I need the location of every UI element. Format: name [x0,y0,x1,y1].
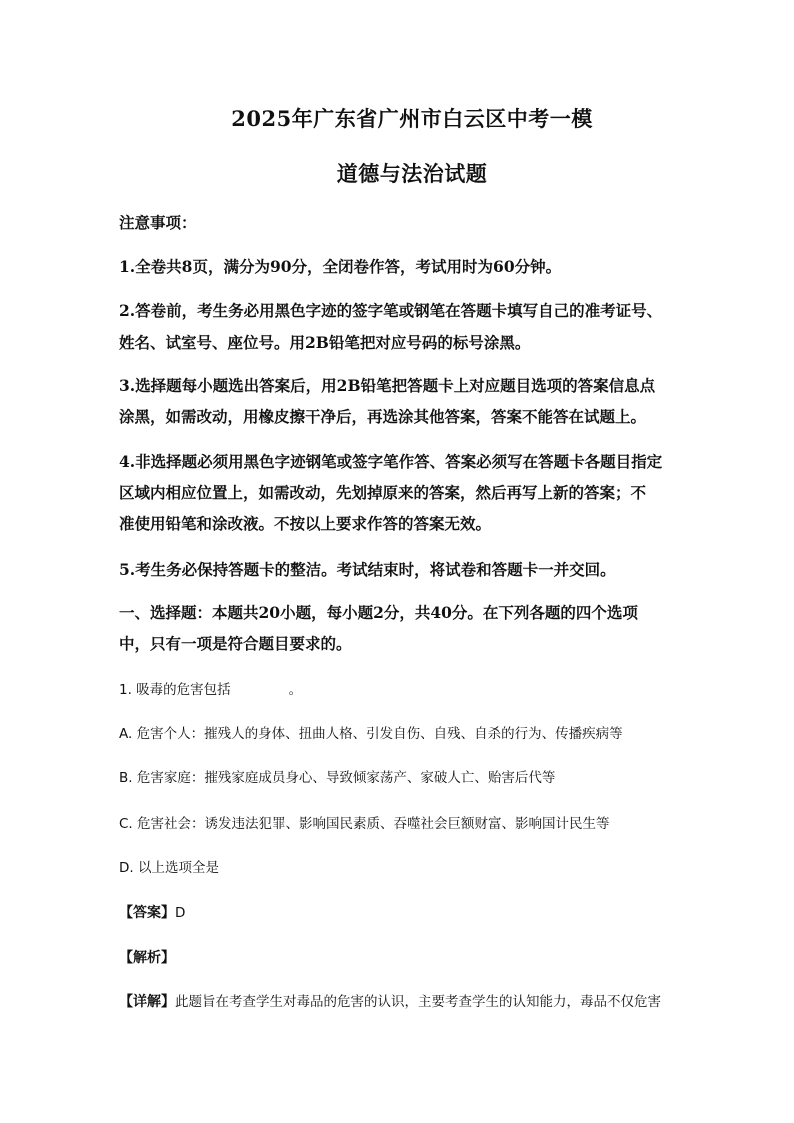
notice-item-4-line-3: 准使用铅笔和涂改液。不按以上要求作答的答案无效。 [119,514,492,533]
notice-item-4-line-1: 4.非选择题必须用黑色字迹钢笔或签字笔作答、答案必须写在答题卡各题目指定 [119,452,663,471]
notice-item-3-line-2: 涂黑，如需改动，用橡皮擦干净后，再选涂其他答案，答案不能答在试题上。 [119,407,647,426]
question-1-stem-text: 1. 吸毒的危害包括 [119,682,231,698]
detail-text: 此题旨在考查学生对毒品的危害的认识，主要考查学生的认知能力，毒品不仅危害 [175,994,661,1010]
detail-line [119,991,689,1013]
detail-label: 【详解】 [119,994,175,1010]
answer-label: 【答案】 [119,905,175,921]
question-1-option-c: C. 危害社会：诱发违法犯罪、影响国民素质、吞噬社会巨额财富、影响国计民生等 [119,816,610,832]
question-1-option-b: B. 危害家庭：摧残家庭成员身心、导致倾家荡产、家破人亡、贻害后代等 [119,770,556,786]
exam-subtitle: 道德与法治试题 [336,161,488,186]
notice-item-5: 5.考生务必保持答题卡的整洁。考试结束时，将试卷和答题卡一并交回。 [119,560,616,579]
notice-item-2-line-2: 姓名、试室号、座位号。用2B铅笔把对应号码的标号涂黑。 [119,333,531,352]
notice-item-4-line-2: 区域内相应位置上，如需改动，先划掉原来的答案，然后再写上新的答案；不 [119,483,647,502]
answer-value: D [175,905,186,921]
answer-line [119,902,689,924]
question-1-option-a: A. 危害个人：摧残人的身体、扭曲人格、引发自伤、自残、自杀的行为、传播疾病等 [119,726,623,742]
analysis-label: 【解析】 [119,950,175,966]
section-heading-line-1: 一、选择题：本题共20小题，每小题2分，共40分。在下列各题的四个选项 [119,603,638,622]
exam-title: 2025年广东省广州市白云区中考一模 [231,106,593,131]
question-1-option-d: D. 以上选项全是 [119,860,219,876]
notice-item-3-line-1: 3.选择题每小题选出答案后，用2B铅笔把答题卡上对应题目选项的答案信息点 [119,376,656,395]
notice-heading: 注意事项： [119,213,197,232]
section-heading-line-2: 中，只有一项是符合题目要求的。 [119,634,352,653]
question-1-stem [119,679,689,701]
notice-item-2-line-1: 2.答卷前，考生务必用黑色字迹的签字笔或钢笔在答题卡填写自己的准考证号、 [119,301,663,320]
notice-item-1: 1.全卷共8页，满分为90分，全闭卷作答，考试用时为60分钟。 [119,257,562,276]
analysis-line [119,947,689,969]
question-1-stem-end: 。 [288,682,303,698]
